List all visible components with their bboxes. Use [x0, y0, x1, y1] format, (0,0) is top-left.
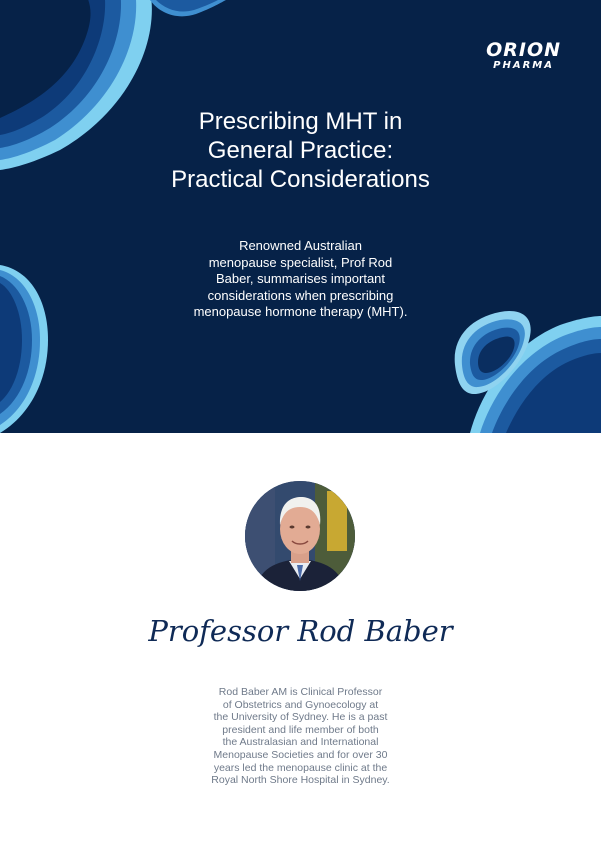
biography-text [180, 686, 421, 787]
portrait-illustration [245, 481, 355, 591]
summary-line: menopause hormone therapy (MHT). [193, 304, 408, 319]
summary-line: considerations when prescribing [207, 287, 394, 303]
bio-line: of Obstetrics and Gynoecology at [222, 698, 379, 711]
logo-main-text: ORION [486, 39, 561, 61]
summary-line: menopause specialist, Prof Rod [208, 254, 393, 270]
bio-line: years led the menopause clinic at the [213, 761, 388, 774]
logo-sub-text: PHARMA [493, 60, 554, 71]
title-line: Practical Considerations [171, 166, 430, 193]
page-title [100, 107, 501, 194]
wave-left-middle [0, 265, 48, 433]
bio-line: the University of Sydney. He is a past [213, 711, 388, 724]
summary-line: Baber, summarises important [215, 271, 386, 286]
orion-pharma-logo [486, 40, 561, 71]
summary-text [160, 238, 441, 321]
bio-line: Rod Baber AM is Clinical Professor [218, 686, 383, 698]
title-line: Prescribing MHT in [198, 108, 403, 135]
professor-name: Professor Rod Baber [148, 614, 453, 648]
summary-line: Renowned Australian [239, 238, 362, 253]
wave-bottom-right [455, 311, 601, 433]
bio-line: Royal North Shore Hospital in Sydney. [211, 774, 390, 787]
bio-line: Menopause Societies and for over 30 [213, 748, 388, 761]
bio-line: president and life member of both [222, 723, 379, 736]
profile-photo [245, 481, 355, 591]
title-line: General Practice: [207, 137, 394, 164]
bio-line: the Australasian and International [222, 736, 379, 749]
wave-top-center [150, 0, 226, 16]
